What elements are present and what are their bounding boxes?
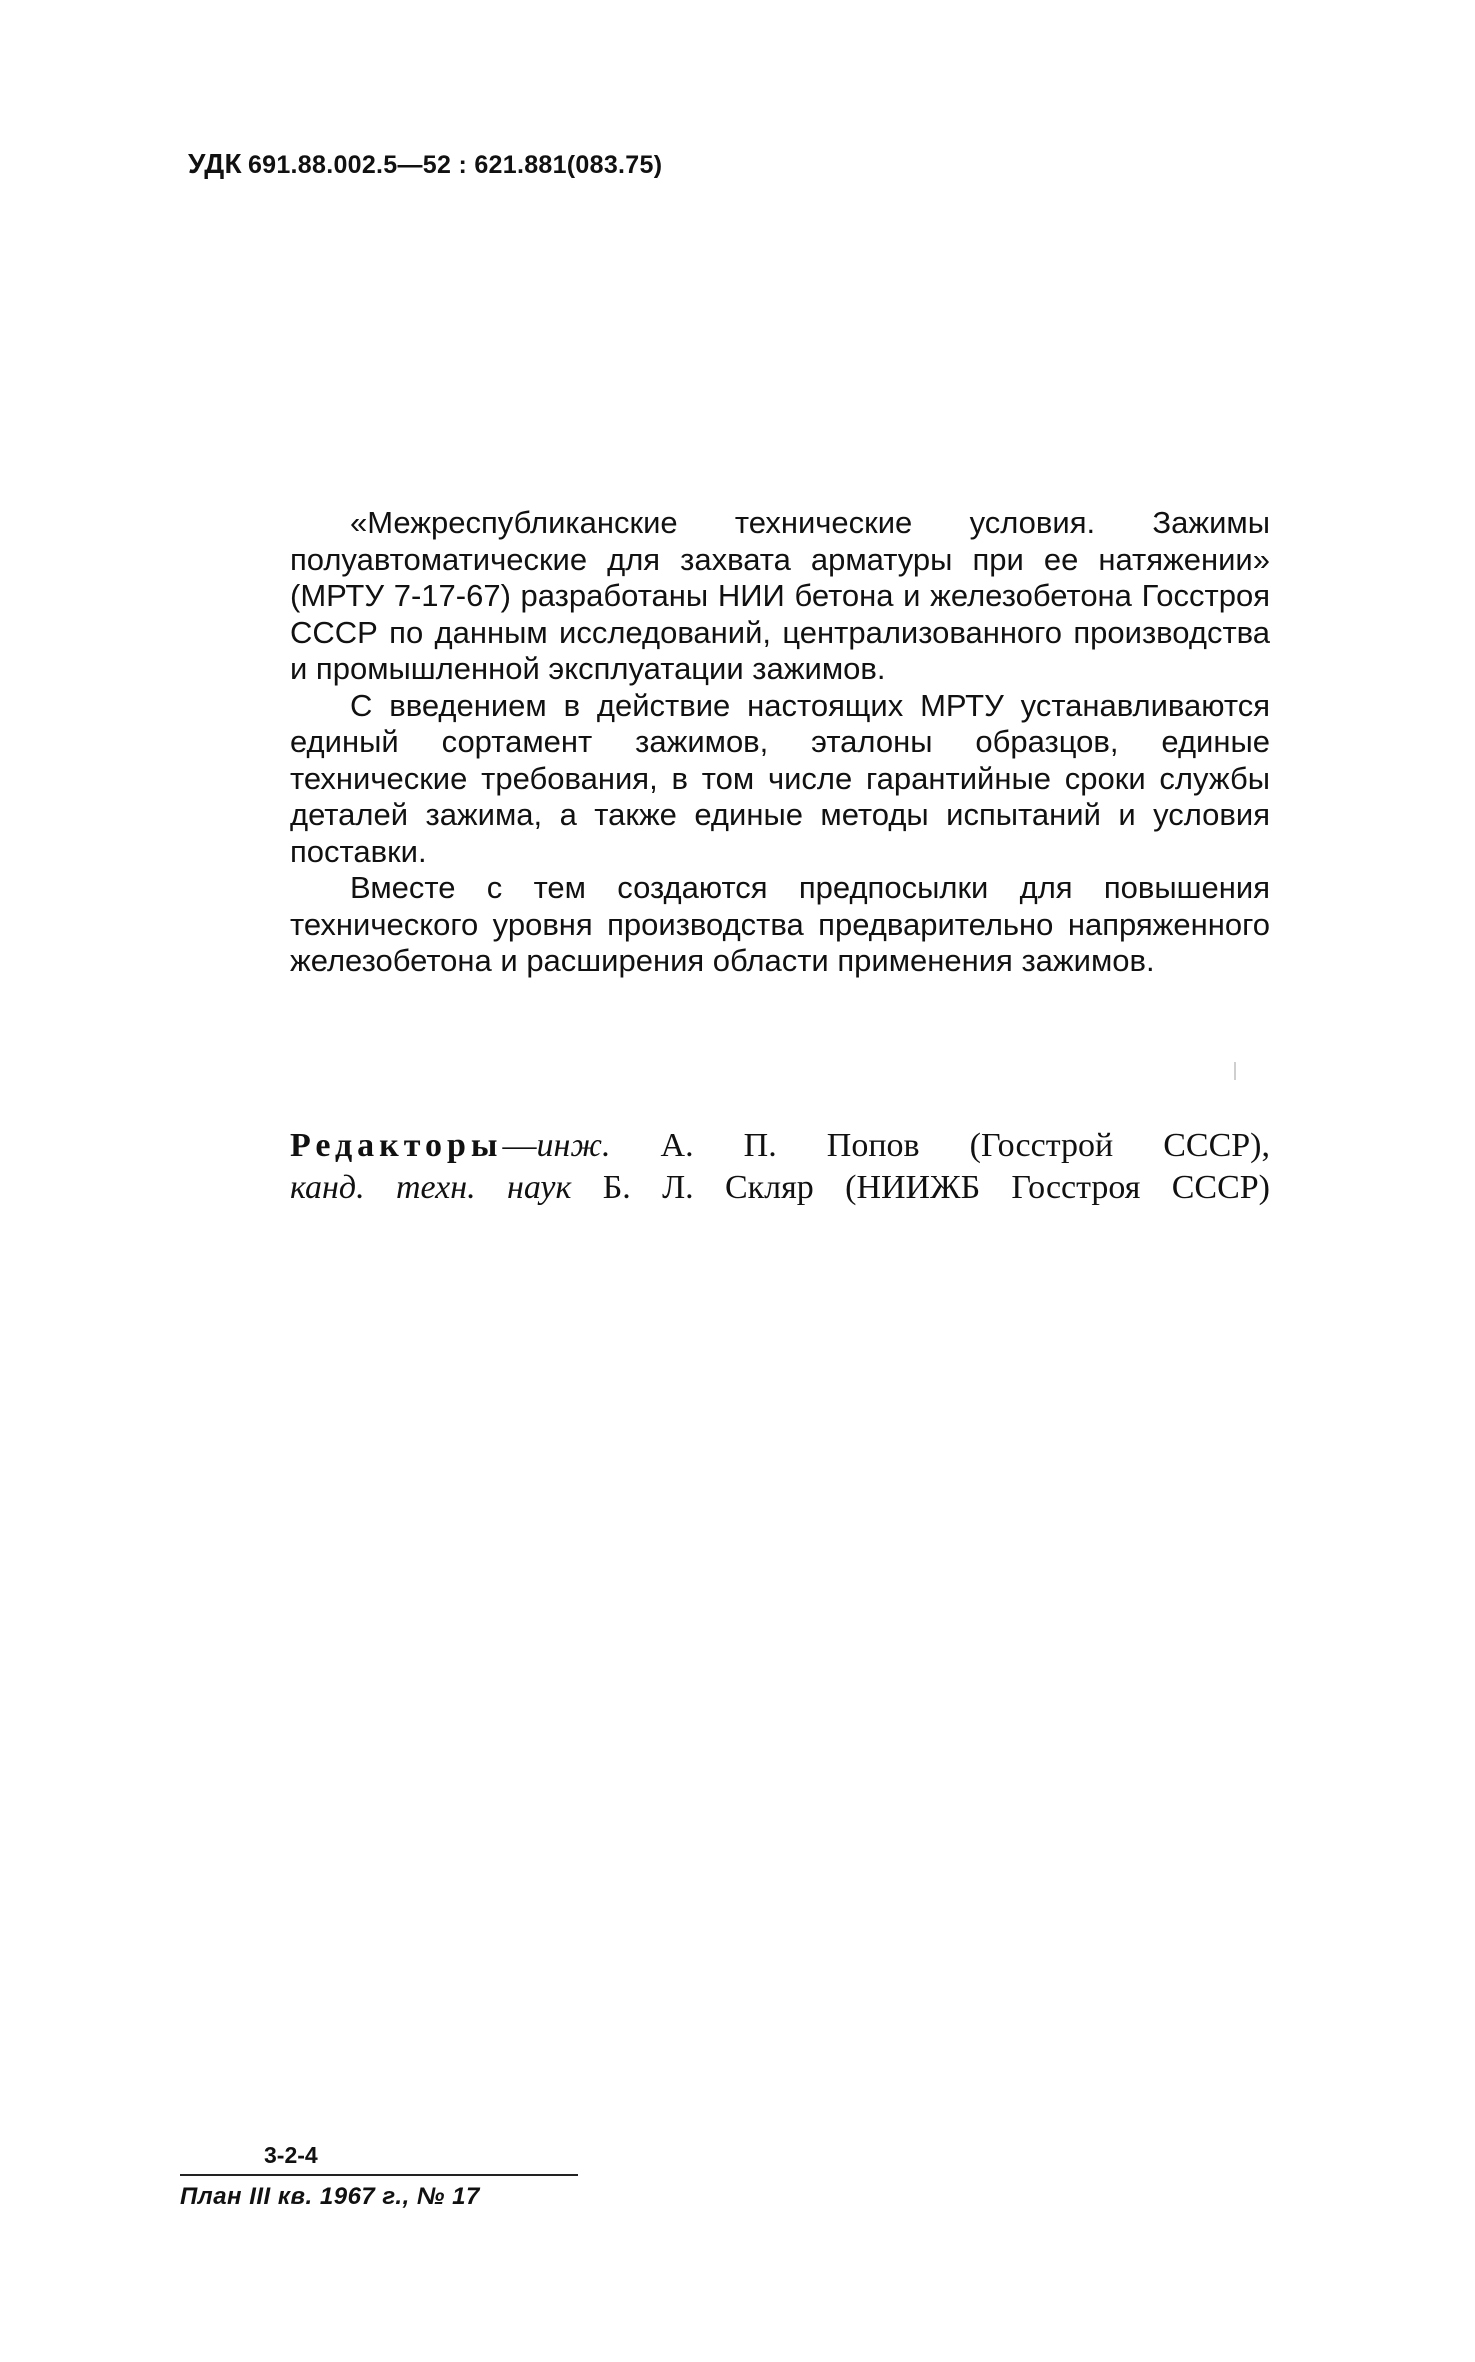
imprint-footer [180,2140,580,2212]
paragraph-1: «Межреспубликанские технические условия. Зажимы полуавтоматические для захвата арматуры при ее натяжении» (МРТУ 7-17-67) разработаны НИИ бетона и железобетона Госстроя СССР по данным исследований, централизованного производства и промышленной эксплуатации зажимов. [290,505,1270,686]
udk-classification [188,148,662,180]
udk-prefix: УДК [188,148,242,179]
scan-mark [1234,1062,1236,1080]
udk-code: 691.88.002.5—52 : 621.881(083.75) [247,151,663,179]
editor-1-name: А. П. Попов (Госстрой СССР), [660,1127,1270,1164]
editor-2-name: Б. Л. Скляр (НИИЖБ Госстроя СССР) [602,1169,1270,1206]
editors-line-2 [290,1167,1270,1209]
editors-dash: — [502,1127,537,1164]
paragraph-2: С введением в действие настоящих МРТУ устанавливаются единый сортамент зажимов, эталоны образцов, единые технические требования, в том числе гарантийные сроки службы деталей зажима, а также единые методы испытаний и условия поставки. [290,687,1270,869]
editors-label: Редакторы [290,1127,503,1164]
editor-2-title: канд. техн. наук [290,1169,572,1206]
intro-text [290,505,1270,980]
paragraph-3: Вместе с тем создаются предпосылки для повышения технического уровня производства предварительно напряженного железобетона и расширения области применения зажимов. [290,870,1270,978]
editors-line-1 [290,1125,1270,1167]
publication-code: 3-2-4 [264,2142,318,2168]
editors-block [290,1125,1270,1209]
editor-1-title: инж. [536,1127,611,1164]
footer-rule [180,2174,578,2176]
publication-plan: План III кв. 1967 г., № 17 [180,2183,480,2210]
